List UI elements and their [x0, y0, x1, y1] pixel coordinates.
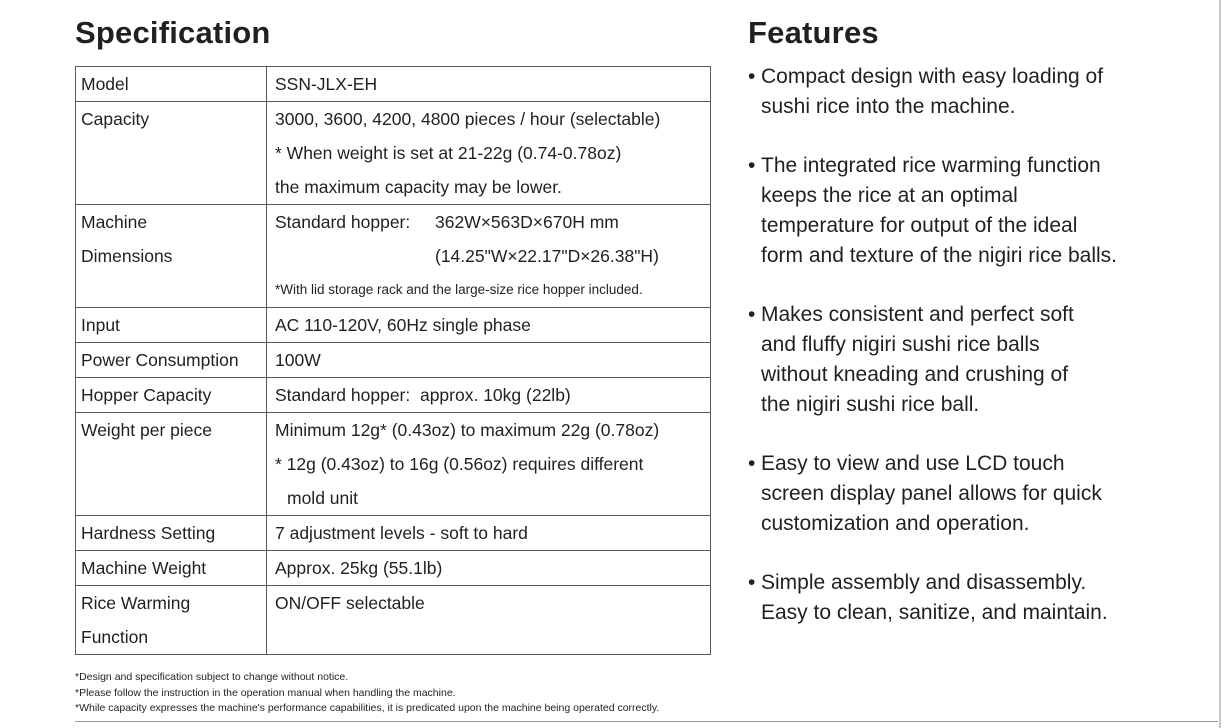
spec-value-text: Approx. 25kg (55.1lb)	[275, 558, 443, 578]
spec-value-text: 7 adjustment levels - soft to hard	[275, 523, 528, 543]
spec-value	[267, 516, 711, 551]
spec-row-weight-per-piece	[76, 413, 711, 516]
feature-line: screen display panel allows for quick	[761, 482, 1102, 505]
spec-row-power	[76, 343, 711, 378]
bullet-icon: •	[748, 303, 756, 326]
spec-value-text: Standard hopper: approx. 10kg (22lb)	[275, 385, 571, 405]
spec-label-text: Rice Warming	[81, 593, 191, 613]
feature-item	[748, 151, 1218, 271]
spec-value	[267, 67, 711, 102]
spec-label	[76, 516, 267, 551]
bullet-icon: •	[748, 154, 756, 177]
spec-label-text: Weight per piece	[81, 420, 213, 440]
spec-label-text: Model	[81, 74, 129, 94]
page-edge-divider	[1219, 0, 1221, 728]
spec-label	[76, 308, 267, 343]
feature-line: keeps the rice at an optimal	[761, 184, 1018, 207]
feature-line: Easy to clean, sanitize, and maintain.	[761, 601, 1108, 624]
spec-label	[76, 67, 267, 102]
features-list	[748, 62, 1218, 657]
spec-label-text: Dimensions	[81, 246, 173, 266]
spec-row-hardness	[76, 516, 711, 551]
spec-value-text: ON/OFF selectable	[275, 593, 425, 613]
feature-item	[748, 300, 1218, 420]
spec-label-text: Input	[81, 315, 120, 335]
footnotes	[75, 670, 659, 717]
spec-value-text: AC 110-120V, 60Hz single phase	[275, 315, 531, 335]
spec-label-text: Machine	[81, 212, 148, 232]
spec-value	[267, 378, 711, 413]
spec-value-note: * 12g (0.43oz) to 16g (0.56oz) requires different	[275, 454, 644, 474]
feature-line: Compact design with easy loading of	[761, 65, 1104, 88]
feature-line: Makes consistent and perfect soft	[761, 303, 1074, 326]
feature-line: without kneading and crushing of	[761, 363, 1069, 386]
features-heading: Features	[748, 15, 879, 50]
spec-value-note: the maximum capacity may be lower.	[275, 177, 562, 197]
spec-value	[267, 551, 711, 586]
spec-label-text: Capacity	[81, 109, 150, 129]
spec-row-rice-warming	[76, 586, 711, 655]
dim-metric: 362W×563D×670H mm	[435, 212, 619, 232]
spec-row-capacity	[76, 102, 711, 205]
spec-value-text: 3000, 3600, 4200, 4800 pieces / hour (selectable)	[275, 109, 661, 129]
specification-heading: Specification	[75, 15, 271, 50]
footnote: *Please follow the instruction in the operation manual when handling the machine.	[75, 686, 456, 699]
spec-value-text: Minimum 12g* (0.43oz) to maximum 22g (0.78oz)	[275, 420, 660, 440]
spec-value-note: mold unit	[287, 488, 359, 508]
spec-row-hopper	[76, 378, 711, 413]
feature-line: Simple assembly and disassembly.	[761, 571, 1087, 594]
spec-label-text: Machine Weight	[81, 558, 207, 578]
spec-label-text: Function	[81, 627, 149, 647]
feature-item	[748, 62, 1218, 122]
bullet-icon: •	[748, 571, 756, 594]
spec-value	[267, 308, 711, 343]
spec-label	[76, 551, 267, 586]
feature-line: and fluffy nigiri sushi rice balls	[761, 333, 1040, 356]
spec-value-text: SSN-JLX-EH	[275, 74, 378, 94]
footnote: *While capacity expresses the machine's performance capabilities, it is predicated upon the machine being operated correctly.	[75, 702, 660, 714]
feature-item	[748, 449, 1218, 539]
spec-label	[76, 413, 267, 516]
spec-value	[267, 343, 711, 378]
feature-line: temperature for output of the ideal	[761, 214, 1078, 237]
bullet-icon: •	[748, 452, 756, 475]
spec-label-text: Hopper Capacity	[81, 385, 212, 405]
feature-line: sushi rice into the machine.	[761, 95, 1016, 118]
spec-label	[76, 586, 267, 655]
footnote: *Design and specification subject to change without notice.	[75, 671, 349, 683]
spec-label	[76, 343, 267, 378]
spec-label-text: Power Consumption	[81, 350, 239, 370]
specification-table	[75, 66, 711, 655]
feature-line: Easy to view and use LCD touch	[761, 452, 1065, 475]
spec-row-machine-weight	[76, 551, 711, 586]
spec-label	[76, 205, 267, 308]
spec-label	[76, 102, 267, 205]
dim-note: *With lid storage rack and the large-size rice hopper included.	[275, 282, 643, 297]
dim-imperial: (14.25"W×22.17"D×26.38"H)	[435, 246, 659, 266]
bullet-icon: •	[748, 65, 756, 88]
feature-line: customization and operation.	[761, 512, 1030, 535]
spec-label-text: Hardness Setting	[81, 523, 216, 543]
spec-value	[267, 586, 711, 655]
dim-prefix: Standard hopper:	[275, 212, 411, 232]
spec-row-input	[76, 308, 711, 343]
bottom-divider	[75, 721, 1218, 722]
spec-row-model	[76, 67, 711, 102]
spec-value	[267, 205, 711, 308]
feature-line: the nigiri sushi rice ball.	[761, 393, 980, 416]
spec-value	[267, 102, 711, 205]
spec-value-line	[275, 205, 710, 239]
spec-row-dimensions	[76, 205, 711, 308]
spec-value-note: * When weight is set at 21-22g (0.74-0.78oz)	[275, 143, 622, 163]
feature-line: form and texture of the nigiri rice balls.	[761, 244, 1117, 267]
spec-value	[267, 413, 711, 516]
feature-line: The integrated rice warming function	[761, 154, 1101, 177]
feature-item	[748, 568, 1218, 628]
spec-value-text: 100W	[275, 350, 321, 370]
spec-label	[76, 378, 267, 413]
